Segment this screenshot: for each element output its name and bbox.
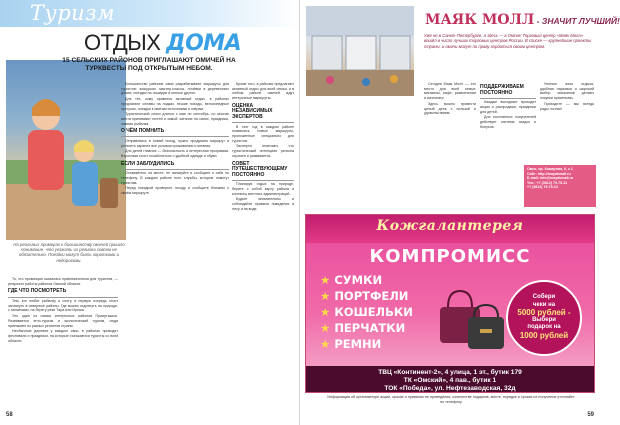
section-title: Туризм bbox=[30, 1, 116, 25]
section-heading: ЕСЛИ ЗАБЛУДИЛИСЬ bbox=[121, 160, 175, 167]
banner-product-label: ПОРТФЕЛИ bbox=[334, 289, 409, 303]
article-column-3 bbox=[232, 82, 294, 417]
column-intro: То, что провинция оказалась привлекательна для туристов, — результат работы районов Омской области. bbox=[8, 277, 118, 286]
paragraph: Будьте внимательны и соблюдайте правила поведения в лесу и на воде. bbox=[232, 197, 294, 211]
offer-line-2: чеки на bbox=[532, 301, 556, 308]
banner-frame bbox=[305, 214, 595, 393]
heading-rule bbox=[8, 297, 118, 298]
heading-rule bbox=[480, 98, 536, 99]
offer-line-6: 1000 рублей bbox=[519, 330, 569, 340]
heading-rule bbox=[121, 169, 229, 170]
star-icon: ★ bbox=[320, 273, 331, 287]
store-address-3: ТОК «Победа», ул. Нефтезаводская, 32д bbox=[384, 385, 516, 393]
offer-line-5: подарок на bbox=[527, 324, 561, 330]
article-column-2 bbox=[121, 82, 229, 417]
right-page bbox=[300, 0, 620, 425]
family-illustration bbox=[6, 60, 126, 240]
banner-title: Кожгалантерея bbox=[376, 218, 524, 234]
promo-disclaimer: Информация об организаторе акции, сроках и правилах ее проведения, количестве подарков, месте, порядке и сроках их получения уточняйте по телефону bbox=[327, 395, 575, 404]
mall-intro: Уже не в Санкт-Петербурге, а здесь — в Омске! Торговый центр «Маяк Молл» вошёл в число лучших торговых центров России. В списке — крупнейшие проекты страны, и омичи могут по праву гордиться своим центром. bbox=[424, 33, 592, 49]
banner-product-label: РЕМНИ bbox=[334, 337, 382, 351]
paragraph: Приходите — мы всегда рады гостям! bbox=[540, 101, 594, 111]
section-heading: ОЦЕНКА НЕЗАВИСИМЫХ ЭКСПЕРТОВ bbox=[232, 102, 273, 120]
mall-contact-box bbox=[524, 165, 596, 207]
star-icon: ★ bbox=[320, 321, 331, 335]
star-icon: ★ bbox=[320, 305, 331, 319]
heading-rule bbox=[232, 122, 294, 123]
paragraph: Здесь можно провести целый день с пользой и удовольствием. bbox=[424, 101, 476, 116]
paragraph: Кроме того, в районах предлагают активный отдых для всей семьи, и в любом районе омичей ждут интересные маршруты. bbox=[232, 82, 294, 101]
paragraph: Каждые выходные проходят акции и распродажи, праздники для детей. bbox=[480, 100, 536, 114]
star-icon: ★ bbox=[320, 289, 331, 303]
star-icon: ★ bbox=[320, 337, 331, 351]
paragraph: Для постоянных покупателей действует система скидок и бонусов. bbox=[480, 115, 536, 129]
banner-product-label: ПЕРЧАТКИ bbox=[334, 321, 406, 335]
contact-email[interactable]: E-mail: info@mayakmall.ru bbox=[527, 176, 574, 181]
banner-product-label: СУМКИ bbox=[334, 273, 383, 287]
paragraph: Туристический сезон длится с мая по сентябрь, но многие места принимают гостей и зимой: катание на санях, праздники, зимняя рыбалка. bbox=[121, 112, 229, 126]
paragraph: Оставайтесь на месте, не паникуйте и сообщите о себе по телефону. В каждом районе есть службы, которые помогут туристам. bbox=[121, 171, 229, 185]
offer-line-1: Собери bbox=[532, 294, 556, 300]
contact-site[interactable]: Сайт: http://mayakmall.ru bbox=[527, 171, 571, 176]
contact-phone-1: Тел.: +7 (3812) 79-75-11 bbox=[527, 180, 568, 185]
paragraph: Для тех, кому нравится активный отдых, в районах предлагают сплавы на лодках, пешие походы, велосипедные прогулки, поездки к святым источникам и озёрам. bbox=[121, 97, 229, 111]
headline-accent: ДОМА bbox=[165, 31, 242, 56]
page-number-left: 58 bbox=[6, 412, 13, 418]
photo-caption: На реальных примерах к большинству омичей пришло понимание, что уезжать из региона совсем не обязательно. Поездки могут быть короткими и недорогими. bbox=[13, 242, 125, 263]
offer-line-4: Выбери bbox=[532, 316, 556, 323]
paragraph: Уютные зоны отдыха, удобная парковка и широкий выбор магазинов делают покупки приятными. bbox=[540, 82, 594, 101]
contact-phone-2: +7 (3812) 79-75-13 bbox=[527, 185, 558, 190]
mall-title bbox=[425, 12, 620, 28]
contact-address: Омск, пр. Комарова, 6, к.1 bbox=[527, 167, 573, 171]
paragraph: Отправляясь в новый поход, нужно продумать маршрут и уточнить заранее все условия проживания и питания. bbox=[121, 138, 229, 148]
left-page bbox=[0, 0, 300, 425]
heading-rule bbox=[232, 180, 294, 181]
paragraph: Это один из самых интересных районов Прииртышья. Развивается этно-туризм и экологический туризм, сюда приезжают из разных регионов страны. bbox=[8, 314, 118, 328]
offer-line-3: 5000 рублей - bbox=[517, 308, 571, 317]
store-address-1: ТВЦ «Континент-2», 4 улица, 1 эт., бутик 179 bbox=[378, 369, 522, 376]
headline bbox=[84, 31, 241, 56]
section-heading: О ЧЁМ ПОМНИТЬ bbox=[121, 128, 165, 135]
mall-photo bbox=[306, 6, 414, 96]
paragraph: Тем, кто любит рыбалку и охоту, в первую очередь стоит заглянуть в северные районы. Где можно отдохнуть на природе, с палатками, на берегу реки Тара или Иртыш. bbox=[8, 299, 118, 313]
paragraph: Большинство районов сами разрабатывают маршруты для туристов: экскурсии, мастер-классы, ночёвки в деревенских домах, поездки на лошадях и многое другое. bbox=[121, 82, 229, 96]
paragraph: Необычные деревни у каждого свои, в районах проводят фестивали и праздники, на которые съезжаются туристы со всей области. bbox=[8, 329, 118, 343]
family-photo bbox=[6, 60, 126, 240]
mall-name: МАЯК МОЛЛ bbox=[425, 12, 535, 28]
heading-rule bbox=[121, 136, 229, 137]
mall-tagline: - ЗНАЧИТ ЛУЧШИЙ! bbox=[534, 16, 620, 26]
mall-column-1 bbox=[424, 82, 476, 202]
section-heading: ГДЕ ЧТО ПОСМОТРЕТЬ bbox=[8, 288, 67, 295]
mall-interior-illustration bbox=[306, 6, 414, 96]
banner-product-label: КОШЕЛЬКИ bbox=[334, 305, 413, 319]
section-heading: ПОДДЕРЖИВАЕМ ПОСТОЯННО bbox=[480, 84, 524, 96]
section-heading: СОВЕТ ПУТЕШЕСТВУЮЩЕМУ ПОСТОЯННО bbox=[232, 160, 288, 178]
store-address-2: ТК «Омский», 4 пав., бутик 1 bbox=[403, 377, 497, 385]
headline-part1: ОТДЫХ bbox=[84, 30, 166, 55]
banner-brand: КОМПРОМИСС bbox=[369, 246, 531, 267]
mall-column-3 bbox=[540, 82, 594, 162]
paragraph: Эксперты отмечают, что туристический потенциал региона огромен и развивается. bbox=[232, 144, 294, 158]
page-number-right: 59 bbox=[587, 412, 594, 418]
paragraph: В этот год в каждом районе появились новые маршруты, проложенные специально для туристов. bbox=[232, 124, 294, 143]
subheadline: 15 СЕЛЬСКИХ РАЙОНОВ ПРИГЛАШАЮТ ОМИЧЕЙ НА ТУРКВЕСТЫ ПОД ОТКРЫТЫМ НЕБОМ. bbox=[62, 57, 236, 72]
article-column-1 bbox=[8, 277, 118, 417]
paragraph: Перед поездкой проверьте погоду и сообщите близким о своём маршруте. bbox=[121, 186, 229, 196]
paragraph: Планируя отдых на природе, берите с собой карту района и контакты местных администраций. bbox=[232, 182, 294, 196]
paragraph: Для детей главное — безопасность и интересная программа. Взрослым стоит позаботиться о удобной одежде и обуви. bbox=[121, 149, 229, 159]
paragraph: Сегодня Маяк Молл — это место для всей семьи: магазины, кафе, развлечения и кинотеатр. bbox=[424, 82, 476, 101]
